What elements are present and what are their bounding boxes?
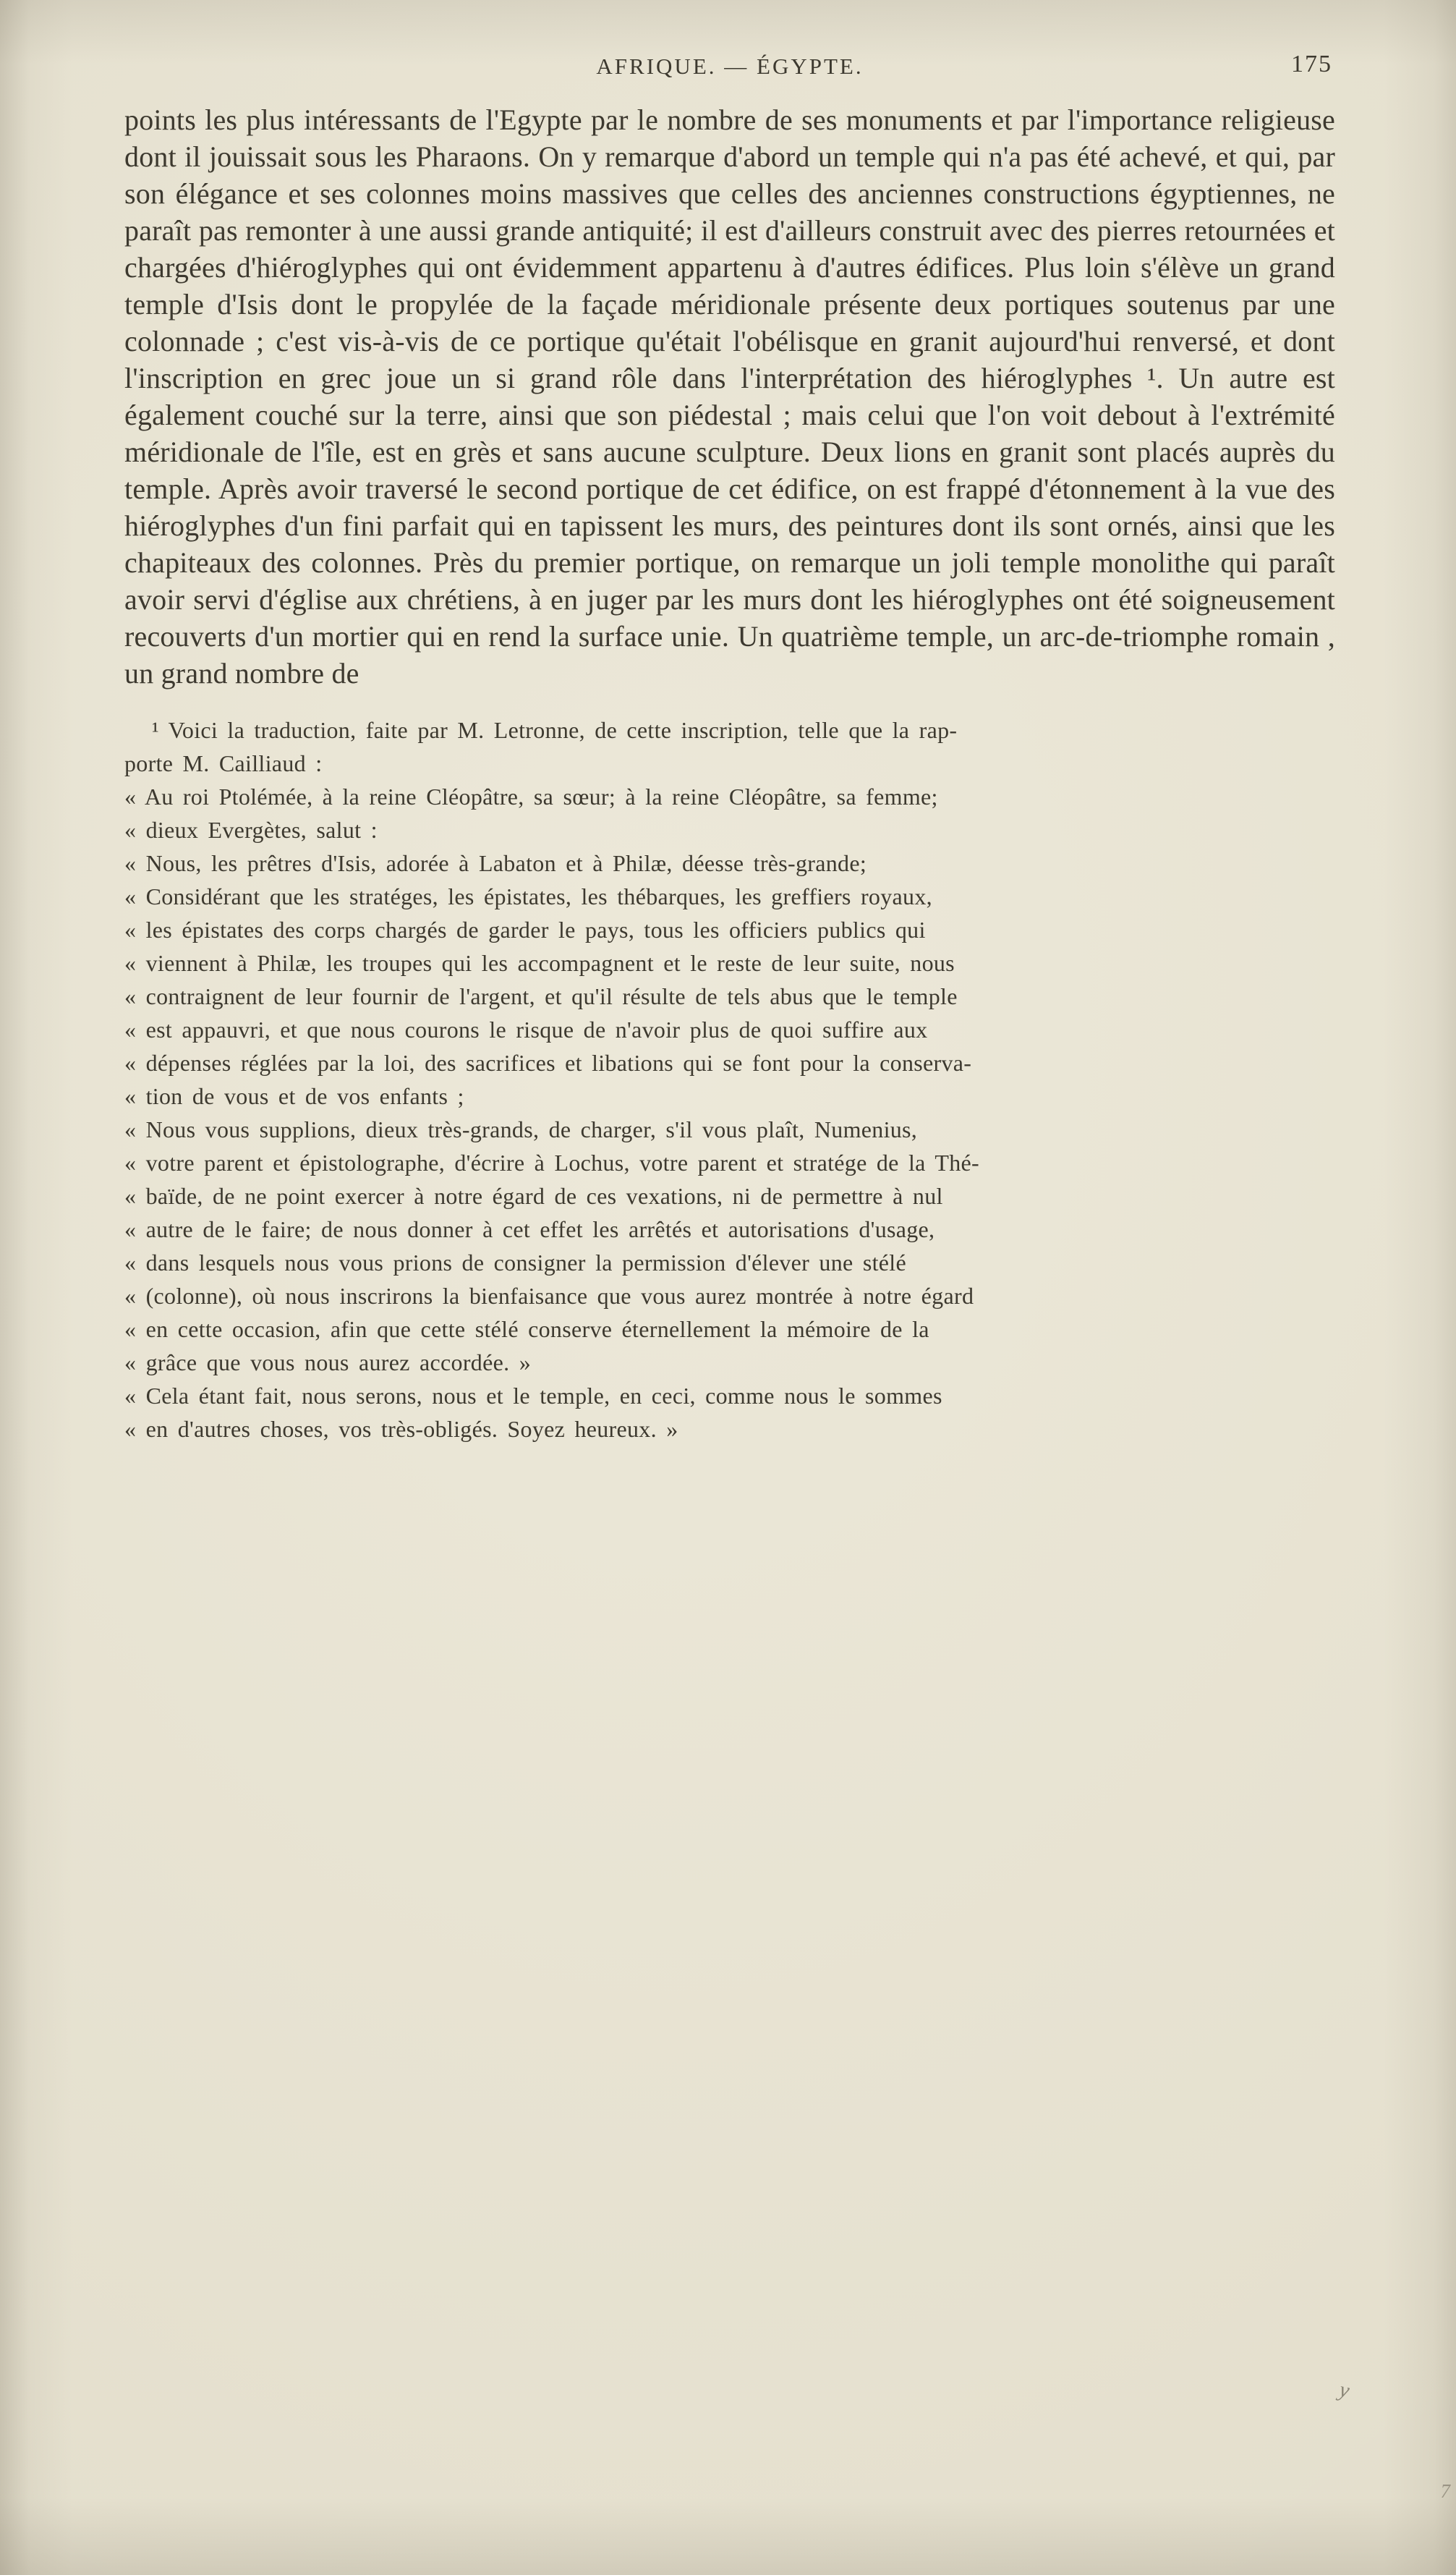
footnote-line: « contraignent de leur fournir de l'argent, et qu'il résulte de tels abus que le temple xyxy=(124,983,958,1009)
footnote-line: « autre de le faire; de nous donner à cet effet les arrêtés et autorisations d'usage, xyxy=(124,1216,935,1242)
footnote-line: « dans lesquels nous vous prions de consigner la permission d'élever une stélé xyxy=(124,1250,906,1276)
footnote-line: « en d'autres choses, vos très-obligés. Soyez heureux. » xyxy=(124,1416,678,1442)
footnote-line: « viennent à Philæ, les troupes qui les accompagnent et le reste de leur suite, nous xyxy=(124,950,955,976)
footnote-line: « Considérant que les stratéges, les épistates, les thébarques, les greffiers royaux, xyxy=(124,883,932,909)
footnote-line: « tion de vous et de vos enfants ; xyxy=(124,1083,464,1109)
footnote-line: « Au roi Ptolémée, à la reine Cléopâtre, sa sœur; à la reine Cléopâtre, sa femme; xyxy=(124,784,938,810)
body-paragraph: points les plus intéressants de l'Egypte par le nombre de ses monuments et par l'importance religieuse dont il jouissait sous les Pharaons. On y remarque d'abord un temple qui n'a pas été achevé, et qui, par son élégance et ses colonnes moins massives que celles des anciennes constructions égyptiennes, ne paraît pas remonter à une aussi grande antiquité; il est d'ailleurs construit avec des pierres retournées et chargées d'hiéroglyphes qui ont évidemment appartenu à d'autres édifices. Plus loin s'élève un grand temple d'Isis dont le propylée de la façade méridionale présente deux portiques soutenus par une colonnade ; c'est vis-à-vis de ce portique qu'était l'obélisque en granit aujourd'hui renversé, et dont l'inscription en grec joue un si grand rôle dans l'interprétation des hiéroglyphes ¹. Un autre est également couché sur la terre, ainsi que son piédestal ; mais celui que l'on voit debout à l'extrémité méridionale de l'île, est en grès et sans aucune sculpture. Deux lions en granit sont placés auprès du temple. Après avoir traversé le second portique de cet édifice, on est frappé d'étonnement à la vue des hiéroglyphes d'un fini parfait qui en tapissent les murs, des peintures dont ils sont ornés, ainsi que les chapiteaux des colonnes. Près du premier portique, on remarque un joli temple monolithe qui paraît avoir servi d'église aux chrétiens, à en juger par les murs dont les hiéroglyphes ont été soigneusement recouverts d'un mortier qui en rend la surface unie. Un quatrième temple, un arc-de-triomphe romain , un grand nombre de xyxy=(124,103,1335,690)
footnote-intro-line: porte M. Cailliaud : xyxy=(124,750,323,776)
footnote-line: « Cela étant fait, nous serons, nous et le temple, en ceci, comme nous le sommes xyxy=(124,1383,942,1409)
running-header xyxy=(124,51,1335,93)
footnote xyxy=(124,713,1335,1446)
header-title: AFRIQUE. — ÉGYPTE. xyxy=(596,54,864,79)
page-number: 175 xyxy=(1291,51,1332,77)
footnote-line: « en cette occasion, afin que cette stélé conserve éternellement la mémoire de la xyxy=(124,1316,929,1342)
footnote-line: « les épistates des corps chargés de garder le pays, tous les officiers publics qui xyxy=(124,917,926,943)
footnote-line: « (colonne), où nous inscrirons la bienfaisance que vous aurez montrée à notre égard xyxy=(124,1283,974,1309)
footnote-line: « grâce que vous nous aurez accordée. » xyxy=(124,1349,532,1375)
footnote-line: « Nous vous supplions, dieux très-grands, de charger, s'il vous plaît, Numenius, xyxy=(124,1116,918,1142)
footnote-line: « dieux Evergètes, salut : xyxy=(124,817,378,843)
footnote-line: « dépenses réglées par la loi, des sacrifices et libations qui se font pour la conserva- xyxy=(124,1050,972,1076)
page-edge-mark: 7 xyxy=(1440,2480,1450,2502)
ink-flourish-mark: y xyxy=(1337,2377,1352,2404)
footnote-line: « baïde, de ne point exercer à notre égard de ces vexations, ni de permettre à nul xyxy=(124,1183,943,1209)
footnote-line: « est appauvri, et que nous courons le risque de n'avoir plus de quoi suffire aux xyxy=(124,1017,928,1043)
footnote-intro-line: ¹ Voici la traduction, faite par M. Letronne, de cette inscription, telle que la rap- xyxy=(152,717,958,743)
footnote-line: « votre parent et épistolographe, d'écrire à Lochus, votre parent et stratége de la Thé- xyxy=(124,1150,979,1176)
footnote-line: « Nous, les prêtres d'Isis, adorée à Labaton et à Philæ, déesse très-grande; xyxy=(124,850,867,876)
